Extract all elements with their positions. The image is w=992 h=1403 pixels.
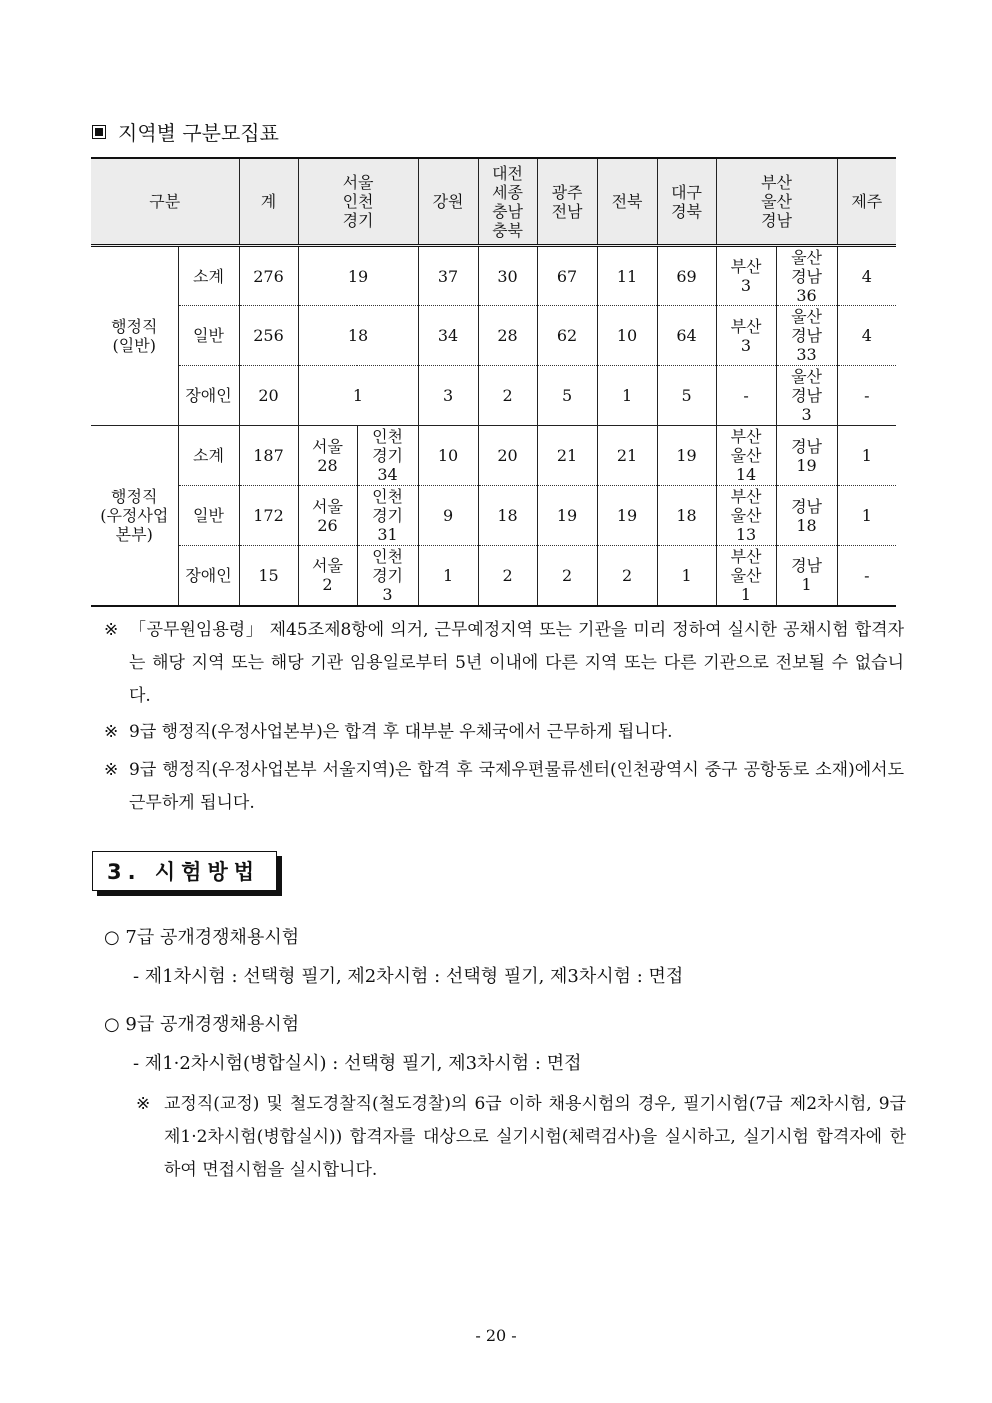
- group-label: 행정직 (우정사업 본부): [91, 426, 178, 606]
- cell-daejeon: 28: [478, 306, 537, 366]
- note-text: 「공무원임용령」 제45조제8항에 의거, 근무예정지역 또는 기관을 미리 정하여 실시한 공채시험 합격자는 해당 지역 또는 해당 기관 임용일로부터 5년 이내에 다른 지역 또는 다른 기관으로 전보될 수 없습니다.: [129, 620, 904, 706]
- cell-daejeon: 2: [478, 546, 537, 606]
- cell-busan-a: 부산 울산 14: [716, 426, 776, 486]
- cell-gwangju: 62: [537, 306, 597, 366]
- note-mark: ※: [136, 1094, 151, 1114]
- header-gwangju: 광주 전남: [537, 158, 597, 246]
- header-total: 계: [239, 158, 298, 246]
- grade7-title: ○ 7급 공개경쟁채용시험: [104, 927, 300, 948]
- cell-jeonbuk: 21: [597, 426, 657, 486]
- cell-seoul-b: 인천 경기 34: [357, 426, 418, 486]
- cell-busan-a: -: [716, 366, 776, 426]
- header-daejeon: 대전 세종 충남 충북: [478, 158, 537, 246]
- cell-gangwon: 34: [418, 306, 478, 366]
- cell-daegu: 1: [657, 546, 716, 606]
- cell-daegu: 69: [657, 246, 716, 306]
- cell-gangwon: 10: [418, 426, 478, 486]
- row-label: 장애인: [178, 366, 239, 426]
- cell-busan-a: 부산 울산 1: [716, 546, 776, 606]
- cell-busan-b: 울산 경남 33: [776, 306, 837, 366]
- cell-gangwon: 9: [418, 486, 478, 546]
- cell-daegu: 18: [657, 486, 716, 546]
- note-seoul-mail-center: [104, 754, 904, 820]
- cell-seoul: 1: [298, 366, 418, 426]
- section-title-exam-method: 3. 시험방법: [92, 851, 277, 891]
- cell-total: 256: [239, 306, 298, 366]
- cell-daegu: 5: [657, 366, 716, 426]
- table-row: [91, 486, 896, 546]
- row-label: 일반: [178, 306, 239, 366]
- grade9-detail: - 제1·2차시험(병합실시) : 선택형 필기, 제3차시험 : 면접: [133, 1053, 582, 1074]
- cell-seoul-a: 서울 28: [298, 426, 357, 486]
- square-bullet-icon: [92, 125, 106, 139]
- cell-busan-a: 부산 울산 13: [716, 486, 776, 546]
- cell-busan-b: 울산 경남 36: [776, 246, 837, 306]
- row-label: 소계: [178, 246, 239, 306]
- row-label: 일반: [178, 486, 239, 546]
- cell-total: 172: [239, 486, 298, 546]
- cell-busan-b: 울산 경남 3: [776, 366, 837, 426]
- note-post-office: [104, 716, 904, 749]
- header-seoul: 서울 인천 경기: [298, 158, 418, 246]
- table-row: [91, 546, 896, 606]
- note-transfer-restriction: [104, 614, 904, 713]
- cell-daegu: 19: [657, 426, 716, 486]
- cell-total: 20: [239, 366, 298, 426]
- cell-busan-b: 경남 19: [776, 426, 837, 486]
- header-gangwon: 강원: [418, 158, 478, 246]
- page-number: - 20 -: [475, 1326, 517, 1345]
- note-text: 9급 행정직(우정사업본부 서울지역)은 합격 후 국제우편물류센터(인천광역시 중구 공항동로 소재)에서도 근무하게 됩니다.: [129, 760, 904, 813]
- cell-busan-a: 부산 3: [716, 306, 776, 366]
- header-daegu: 대구 경북: [657, 158, 716, 246]
- cell-jeonbuk: 10: [597, 306, 657, 366]
- heading-text: 지역별 구분모집표: [118, 121, 279, 145]
- note-practical-exam: [136, 1088, 906, 1187]
- cell-seoul: 19: [298, 246, 418, 306]
- cell-seoul-a: 서울 26: [298, 486, 357, 546]
- cell-busan-b: 경남 1: [776, 546, 837, 606]
- cell-total: 15: [239, 546, 298, 606]
- grade7-detail: - 제1차시험 : 선택형 필기, 제2차시험 : 선택형 필기, 제3차시험 : 면접: [133, 966, 684, 987]
- cell-daegu: 64: [657, 306, 716, 366]
- group-label: 행정직 (일반): [91, 246, 178, 426]
- cell-gwangju: 2: [537, 546, 597, 606]
- cell-seoul: 18: [298, 306, 418, 366]
- cell-total: 187: [239, 426, 298, 486]
- cell-jeju: 1: [837, 486, 896, 546]
- header-jeju: 제주: [837, 158, 896, 246]
- note-mark: ※: [104, 722, 119, 742]
- note-mark: ※: [104, 760, 119, 780]
- cell-jeju: -: [837, 546, 896, 606]
- table-row: [91, 246, 896, 306]
- row-label: 장애인: [178, 546, 239, 606]
- row-label: 소계: [178, 426, 239, 486]
- table-row: [91, 426, 896, 486]
- cell-daejeon: 18: [478, 486, 537, 546]
- cell-jeonbuk: 11: [597, 246, 657, 306]
- note-text: 9급 행정직(우정사업본부)은 합격 후 대부분 우체국에서 근무하게 됩니다.: [129, 722, 673, 742]
- cell-daejeon: 2: [478, 366, 537, 426]
- cell-busan-a: 부산 3: [716, 246, 776, 306]
- cell-jeonbuk: 19: [597, 486, 657, 546]
- cell-gangwon: 37: [418, 246, 478, 306]
- cell-seoul-b: 인천 경기 31: [357, 486, 418, 546]
- cell-jeonbuk: 2: [597, 546, 657, 606]
- cell-jeju: 4: [837, 246, 896, 306]
- note-mark: ※: [104, 620, 119, 640]
- header-jeonbuk: 전북: [597, 158, 657, 246]
- table-header-row: [91, 158, 896, 246]
- header-busan: 부산 울산 경남: [716, 158, 837, 246]
- header-category: 구분: [91, 158, 239, 246]
- cell-gwangju: 67: [537, 246, 597, 306]
- cell-busan-b: 경남 18: [776, 486, 837, 546]
- cell-jeju: -: [837, 366, 896, 426]
- grade9-title: ○ 9급 공개경쟁채용시험: [104, 1014, 300, 1035]
- cell-seoul-b: 인천 경기 3: [357, 546, 418, 606]
- cell-total: 276: [239, 246, 298, 306]
- cell-gwangju: 5: [537, 366, 597, 426]
- cell-jeju: 4: [837, 306, 896, 366]
- cell-seoul-a: 서울 2: [298, 546, 357, 606]
- cell-gangwon: 3: [418, 366, 478, 426]
- cell-jeju: 1: [837, 426, 896, 486]
- cell-daejeon: 30: [478, 246, 537, 306]
- note-text: 교정직(교정) 및 철도경찰직(철도경찰)의 6급 이하 채용시험의 경우, 필기시험(7급 제2차시험, 9급 제1·2차시험(병합실시)) 합격자를 대상으로 실기시험(체력검사)을 실시하고, 실기시험 합격자에 한하여 면접시험을 실시합니다.: [164, 1094, 906, 1180]
- cell-gangwon: 1: [418, 546, 478, 606]
- table-row: [91, 366, 896, 426]
- section-heading: [92, 117, 279, 146]
- cell-gwangju: 21: [537, 426, 597, 486]
- cell-gwangju: 19: [537, 486, 597, 546]
- regional-recruitment-table: [91, 157, 896, 607]
- cell-daejeon: 20: [478, 426, 537, 486]
- cell-jeonbuk: 1: [597, 366, 657, 426]
- table-row: [91, 306, 896, 366]
